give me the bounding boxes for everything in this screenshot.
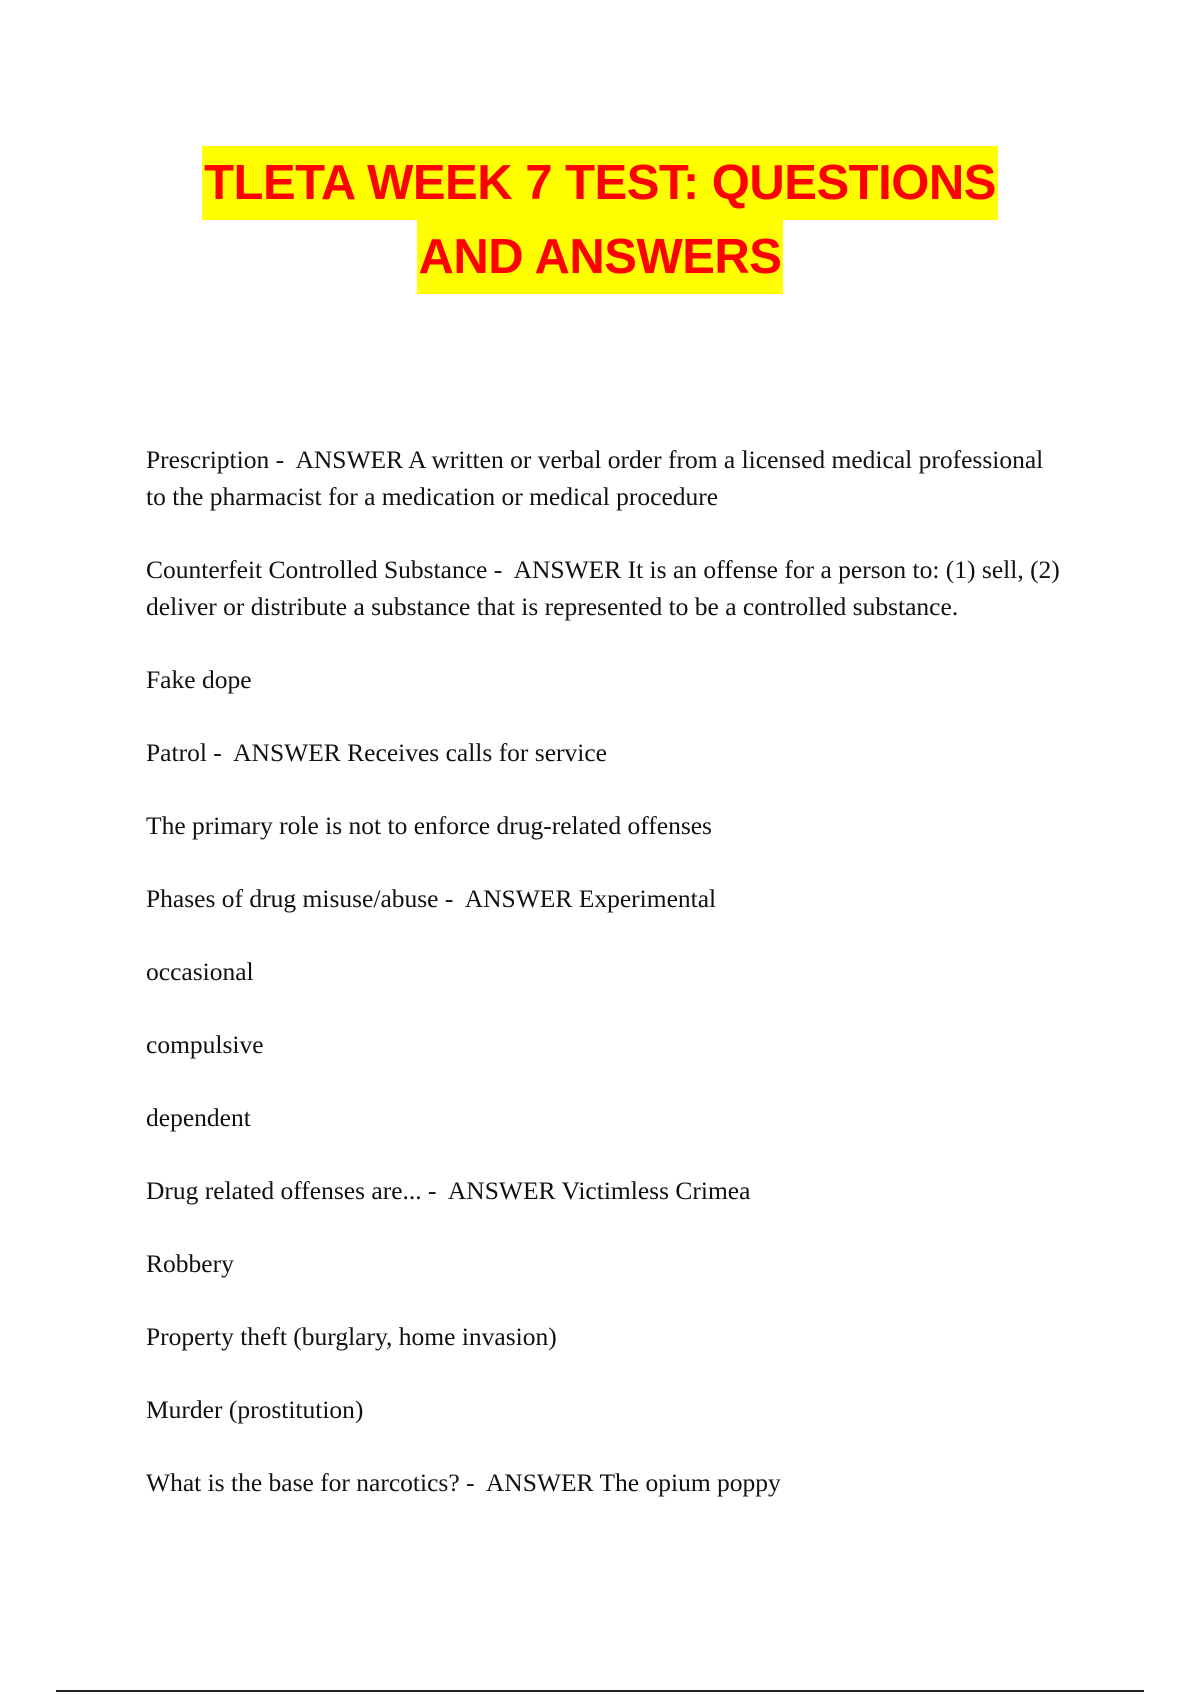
- qa-entry-drug-offenses: [146, 1172, 1066, 1209]
- qa-entry-counterfeit: [146, 551, 1066, 625]
- qa-list: [146, 441, 1066, 1537]
- qa-term: Drug related offenses are... -: [146, 1176, 437, 1205]
- answer-label: ANSWER: [485, 1468, 594, 1497]
- document-title: [0, 146, 1200, 294]
- title-line-1: TLETA WEEK 7 TEST: QUESTIONS: [202, 146, 998, 220]
- qa-term: Prescription -: [146, 445, 285, 474]
- qa-answer: Receives calls for service: [347, 738, 608, 767]
- qa-entry-phases: [146, 880, 1066, 917]
- qa-answer: The opium poppy: [599, 1468, 781, 1497]
- qa-answer: Experimental: [578, 884, 717, 913]
- text-line: dependent: [146, 1103, 251, 1132]
- text-line: Murder (prostitution): [146, 1395, 364, 1424]
- text-line: occasional: [146, 957, 254, 986]
- text-line: Robbery: [146, 1249, 234, 1278]
- answer-label: ANSWER: [447, 1176, 556, 1205]
- qa-answer: A written or verbal order from a licensed medical professional to the pharmacist for a medication or medical procedure: [146, 445, 1044, 511]
- answer-label: ANSWER: [295, 445, 404, 474]
- title-line-2: AND ANSWERS: [417, 220, 784, 294]
- qa-term: Phases of drug misuse/abuse -: [146, 884, 454, 913]
- answer-label: ANSWER: [464, 884, 573, 913]
- answer-label: ANSWER: [513, 555, 622, 584]
- qa-answer: It is an offense for a person to: (1) sell, (2) deliver or distribute a substance that is represented to be a controlled substance.: [146, 555, 1060, 621]
- qa-entry-patrol: [146, 734, 1066, 771]
- qa-term: Counterfeit Controlled Substance -: [146, 555, 503, 584]
- text-line: Fake dope: [146, 665, 252, 694]
- qa-answer: Victimless Crimea: [561, 1176, 751, 1205]
- text-line: The primary role is not to enforce drug-related offenses: [146, 811, 712, 840]
- answer-label: ANSWER: [233, 738, 341, 767]
- text-line: compulsive: [146, 1030, 264, 1059]
- qa-entry-prescription: [146, 441, 1066, 515]
- footer-rule: [56, 1690, 1144, 1692]
- qa-term: What is the base for narcotics? -: [146, 1468, 475, 1497]
- qa-term: Patrol -: [146, 738, 222, 767]
- text-line: Property theft (burglary, home invasion): [146, 1322, 557, 1351]
- qa-entry-narcotics-base: [146, 1464, 1066, 1501]
